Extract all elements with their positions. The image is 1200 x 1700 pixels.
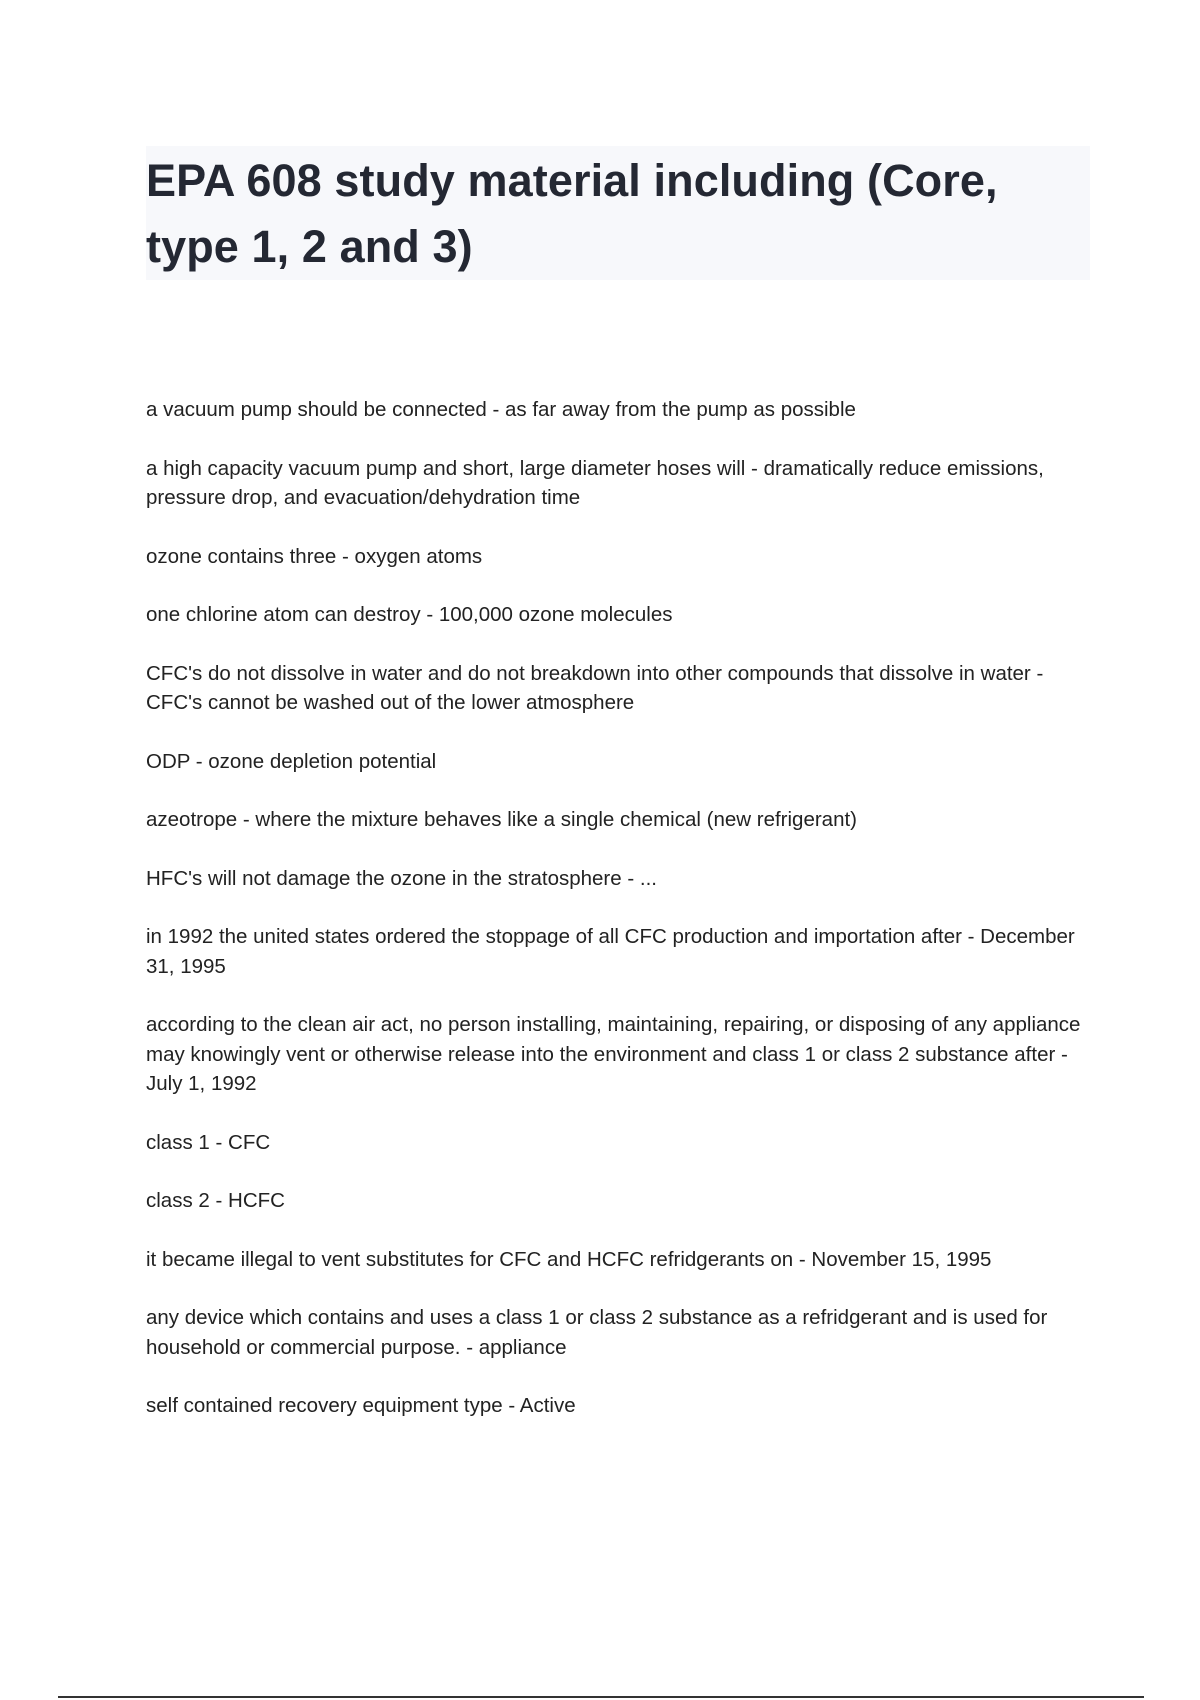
flashcard-entry: CFC's do not dissolve in water and do not breakdown into other compounds that dissolve in water - CFC's cannot be washed out of the lower atmosphere xyxy=(146,661,1044,714)
flashcard-entry: a vacuum pump should be connected - as far away from the pump as possible xyxy=(146,398,856,421)
flashcard-entry: according to the clean air act, no person installing, maintaining, repairing, or disposing of any appliance may knowingly vent or otherwise release into the environment and class 1 or class 2 substance after - July 1, 1992 xyxy=(146,1013,1081,1095)
flashcard-entry: self contained recovery equipment type - Active xyxy=(146,1394,576,1417)
flashcard-entry: a high capacity vacuum pump and short, large diameter hoses will - dramatically reduce emissions, pressure drop, and evacuation/dehydration time xyxy=(146,456,1044,509)
flashcard-list xyxy=(146,395,1096,1450)
title-block xyxy=(146,146,1090,280)
document-title: EPA 608 study material including (Core, type 1, 2 and 3) xyxy=(146,155,998,272)
flashcard-entry: ODP - ozone depletion potential xyxy=(146,749,437,773)
footer-divider xyxy=(58,1696,1144,1698)
flashcard-entry: class 2 - HCFC xyxy=(146,1189,285,1212)
flashcard-entry: in 1992 the united states ordered the stoppage of all CFC production and importation after - December 31, 1995 xyxy=(146,925,1075,978)
flashcard-entry: one chlorine atom can destroy - 100,000 ozone molecules xyxy=(146,603,673,626)
flashcard-entry: it became illegal to vent substitutes for CFC and HCFC refridgerants on - November 15, 1995 xyxy=(146,1247,992,1271)
flashcard-entry: any device which contains and uses a class 1 or class 2 substance as a refridgerant and is used for household or commercial purpose. - appliance xyxy=(146,1306,1048,1359)
flashcard-entry: ozone contains three - oxygen atoms xyxy=(146,544,483,568)
flashcard-entry: HFC's will not damage the ozone in the stratosphere - ... xyxy=(146,866,657,890)
flashcard-entry: class 1 - CFC xyxy=(146,1130,271,1154)
flashcard-entry: azeotrope - where the mixture behaves like a single chemical (new refrigerant) xyxy=(146,808,858,831)
